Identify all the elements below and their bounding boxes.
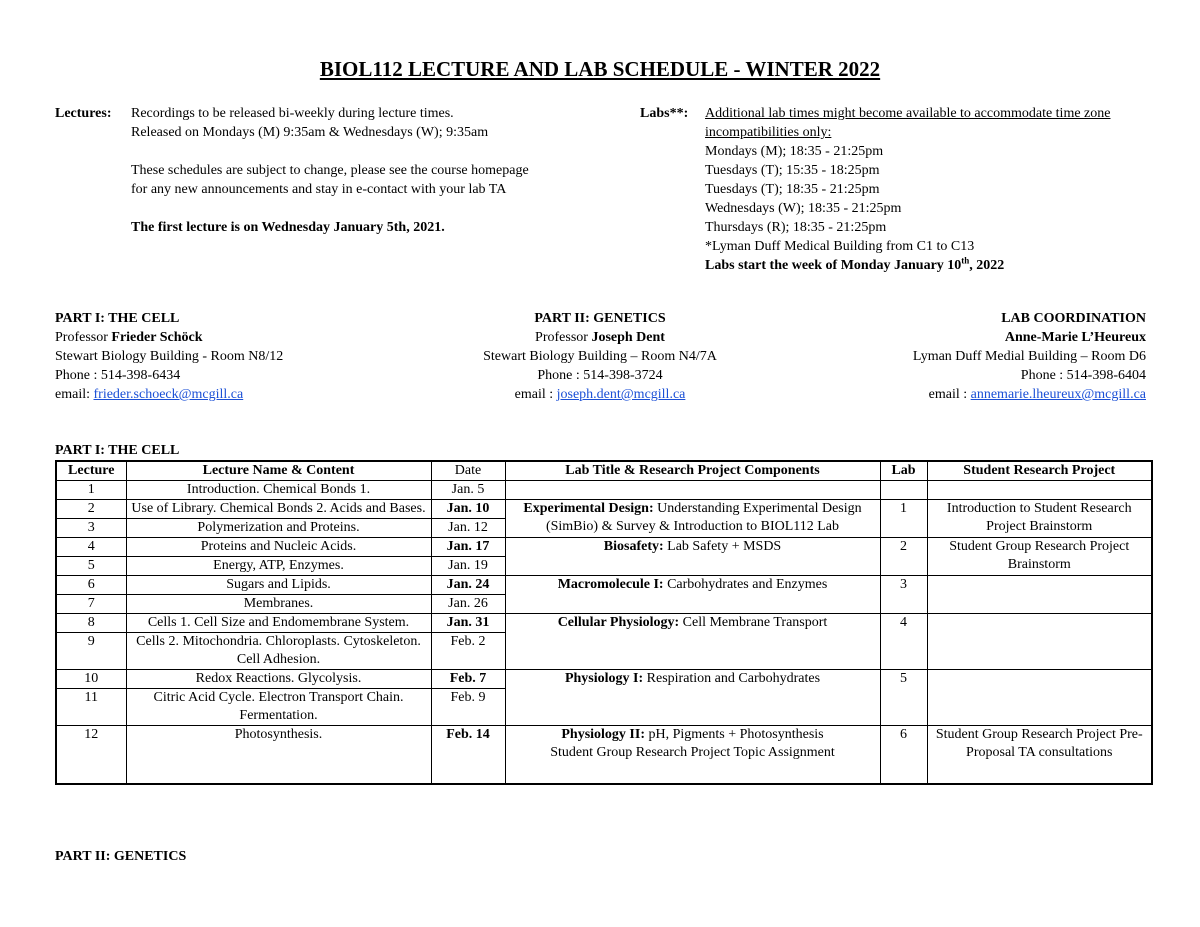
table-row: 8 Cells 1. Cell Size and Endomembrane System. Jan. 31 Cellular Physiology: Cell Membrane Transport 4: [56, 614, 1152, 633]
table-row: 6 Sugars and Lipids. Jan. 24 Macromolecule I: Carbohydrates and Enzymes 3: [56, 576, 1152, 595]
table-row: 9 Cells 2. Mitochondria. Chloroplasts. Cytoskeleton. Cell Adhesion. Feb. 2: [56, 633, 1152, 670]
schedule-table: [55, 460, 1153, 785]
contact-part1: [55, 309, 455, 404]
lab-title-cell: Biosafety: Lab Safety + MSDS: [505, 538, 880, 576]
table-row: 3 Polymerization and Proteins. Jan. 12: [56, 519, 1152, 538]
lectures-line-4: for any new announcements and stay in e-contact with your lab TA: [131, 182, 507, 197]
contact-part2-email-line: email : joseph.dent@mcgill.ca: [514, 387, 686, 402]
table-row: 12 Photosynthesis. Feb. 14 Physiology II: pH, Pigments + Photosynthesis Student Group Research Project Topic Assignment 6 Student Group Research Project Pre-Proposal TA consultations: [56, 726, 1152, 784]
contact-part1-phone: Phone : 514-398-6434: [55, 368, 181, 383]
lab-time-monday: Mondays (M); 18:35 - 21:25pm: [705, 144, 884, 159]
contact-lab-heading: LAB COORDINATION: [1001, 311, 1146, 326]
contact-part2: [400, 309, 800, 404]
contact-part1-email-link[interactable]: frieder.schoeck@mcgill.ca: [93, 387, 244, 402]
contact-lab-phone: Phone : 514-398-6404: [1020, 368, 1146, 383]
table-row: 5 Energy, ATP, Enzymes. Jan. 19: [56, 557, 1152, 576]
lectures-label: Lectures:: [55, 106, 112, 121]
first-lecture-note: The first lecture is on Wednesday January 5th, 2021.: [131, 220, 445, 235]
section-heading-part1: PART I: THE CELL: [55, 443, 180, 458]
contact-lab: [746, 309, 1146, 404]
contact-part1-room: Stewart Biology Building - Room N8/12: [55, 349, 284, 364]
contact-part2-heading: PART II: GENETICS: [534, 311, 666, 326]
table-row: 7 Membranes. Jan. 26: [56, 595, 1152, 614]
contact-part2-email-link[interactable]: joseph.dent@mcgill.ca: [556, 387, 686, 402]
lab-title-cell: Experimental Design: Understanding Experimental Design (SimBio) & Survey & Introduction to BIOL112 Lab: [505, 500, 880, 538]
section-heading-part2: PART II: GENETICS: [55, 849, 187, 864]
lab-title-cell: Physiology I: Respiration and Carbohydrates: [505, 670, 880, 726]
lectures-line-1: Recordings to be released bi-weekly during lecture times.: [131, 106, 454, 121]
labs-label: Labs**:: [640, 106, 689, 121]
lab-time-thursday: Thursdays (R); 18:35 - 21:25pm: [705, 220, 887, 235]
table-row: 2 Use of Library. Chemical Bonds 2. Acids and Bases. Jan. 10 Experimental Design: Understanding Experimental Design (SimBio) & Survey & Introduction to BIOL112 Lab 1 Introduction to Student Research Project Brainstorm: [56, 500, 1152, 519]
contact-part1-email-line: email: frieder.schoeck@mcgill.ca: [55, 387, 244, 402]
lab-time-tuesday-1: Tuesdays (T); 15:35 - 18:25pm: [705, 163, 880, 178]
contact-part1-professor: Professor Frieder Schöck: [55, 330, 203, 345]
table-row: 1 Introduction. Chemical Bonds 1. Jan. 5: [56, 481, 1152, 500]
lab-title-cell: Physiology II: pH, Pigments + Photosynthesis Student Group Research Project Topic Assignment: [505, 726, 880, 784]
col-header-lab-title: Lab Title & Research Project Components: [505, 461, 880, 481]
page-title: BIOL112 LECTURE AND LAB SCHEDULE - WINTER 2022: [319, 57, 881, 81]
contact-part2-professor: Professor Joseph Dent: [535, 330, 665, 345]
col-header-date: Date: [431, 461, 505, 481]
col-header-lecture-name: Lecture Name & Content: [126, 461, 431, 481]
lab-building: *Lyman Duff Medical Building from C1 to C13: [705, 239, 975, 254]
contact-part2-room: Stewart Biology Building – Room N4/7A: [483, 349, 717, 364]
col-header-lecture: Lecture: [56, 461, 126, 481]
table-row: 11 Citric Acid Cycle. Electron Transport Chain. Fermentation. Feb. 9: [56, 689, 1152, 726]
contact-part1-heading: PART I: THE CELL: [55, 311, 180, 326]
table-row: 4 Proteins and Nucleic Acids. Jan. 17 Biosafety: Lab Safety + MSDS 2 Student Group Research Project Brainstorm: [56, 538, 1152, 557]
contact-lab-room: Lyman Duff Medial Building – Room D6: [912, 349, 1146, 364]
contact-lab-name: Anne-Marie L’Heureux: [1004, 330, 1146, 345]
labs-note: Additional lab times might become available to accommodate time zone incompatibilities only:: [705, 106, 1111, 140]
lab-title-cell: Cellular Physiology: Cell Membrane Transport: [505, 614, 880, 670]
lab-time-tuesday-2: Tuesdays (T); 18:35 - 21:25pm: [705, 182, 880, 197]
lab-title-cell: Macromolecule I: Carbohydrates and Enzymes: [505, 576, 880, 614]
contact-lab-email-line: email : annemarie.lheureux@mcgill.ca: [928, 387, 1146, 402]
table-row: 10 Redox Reactions. Glycolysis. Feb. 7 Physiology I: Respiration and Carbohydrates 5: [56, 670, 1152, 689]
col-header-lab: Lab: [880, 461, 927, 481]
table-header-row: [56, 461, 1152, 481]
lab-time-wednesday: Wednesdays (W); 18:35 - 21:25pm: [705, 201, 902, 216]
labs-start-note: Labs start the week of Monday January 10th, 2022: [705, 255, 1005, 273]
lectures-line-3: These schedules are subject to change, please see the course homepage: [131, 163, 529, 178]
lectures-line-2: Released on Mondays (M) 9:35am & Wednesdays (W); 9:35am: [131, 125, 489, 140]
col-header-student-project: Student Research Project: [927, 461, 1152, 481]
contact-lab-email-link[interactable]: annemarie.lheureux@mcgill.ca: [970, 387, 1146, 402]
contact-part2-phone: Phone : 514-398-3724: [537, 368, 663, 383]
